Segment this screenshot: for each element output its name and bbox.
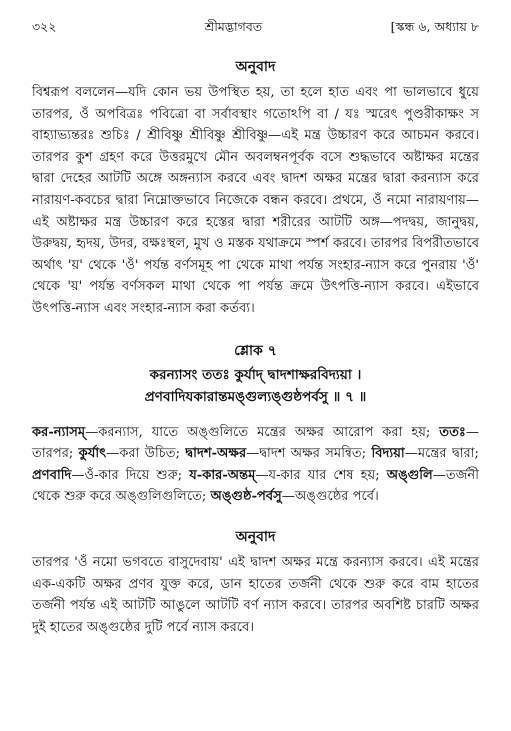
synonym-meaning: মন্ত্রের দ্বারা; <box>417 446 479 462</box>
translation-line: বসে শুদ্ধভাবে অষ্টাক্ষর মন্ত্রের দ্বারা দেহের আটটি অঙ্গে অঙ্গন্যাস করবে এবং <box>32 149 479 187</box>
running-head <box>32 18 479 36</box>
translation-heading: অনুবাদ <box>235 59 276 75</box>
verse-line-2: প্রণবাদিযকারান্তমঙ্গুল্যঙ্গুষ্ঠপর্বসু ॥ ৭ ॥ <box>144 388 367 405</box>
synonym-term: য-কার-অন্তম্ <box>189 467 256 483</box>
verse-line-1: করন্যাসং ততঃ কুর্যাদ্ দ্বাদশাক্ষরবিদ্যয়া । <box>149 366 362 383</box>
synonym-meaning: তর্জনী থেকে শুরু করে অঙ্গুলিগুলিতে; <box>32 467 479 505</box>
translation-line: বক্ষঃস্থল, মুখ ও মস্তক যথাক্রমে স্পর্শ করবে। তারপর বিপরীতভাবে অর্থাৎ <box>32 236 479 273</box>
translation-line: ধুয়ে তারপর, ওঁ অপবিত্রঃ পবিত্রো বা সর্বাবস্থাং গতোঽপি বা / যঃ স্মরেৎ <box>32 85 479 122</box>
synonym-term: অঙ্গুষ্ঠ-পর্বসু <box>210 489 282 505</box>
translation-line: এইভাবে উৎপত্তি-ন্যাস এবং সংহার-ন্যাস করা কর্তব্য। <box>32 279 479 316</box>
synonym-term: কুর্যাৎ <box>78 446 107 462</box>
synonyms-paragraph: কর-ন্যাসম্—করন্যাস, যাতে অঙ্গুলিতে মন্ত্রের অক্ষর আরোপ করা হয়; ততঃ—তারপর; কুর্যাৎ—করা উচিত; দ্বাদশ-অক্ষর—দ্বাদশ অক্ষর সমন্বিত; বিদ্যয়া—মন্ত্রের দ্বারা; প্রণবাদি—ওঁ-কার দিয়ে শুরু; য-কার-অন্তম্—য-কার যার শেষ হয়; অঙ্গুলি—তর্জনী থেকে শুরু করে অঙ্গুলিগুলিতে; অঙ্গুষ্ঠ-পর্বসু—অঙ্গুষ্ঠের পর্বে। <box>32 424 479 505</box>
verse-heading: শ্লোক ৭ <box>234 342 277 359</box>
synonym-term: প্রণবাদি <box>32 467 72 483</box>
translation-paragraph <box>32 82 479 320</box>
translation-line: বিশ্বরূপ বললেন—যদি কোন ভয় উপস্থিত হয়, তা হলে হাত এবং পা ভালভাবে <box>32 85 453 100</box>
translation-line: করে হস্তের দ্বারা শরীরের আটটি অঙ্গ—পদদ্বয়, জানুদ্বয়, উরুদ্বয়, হৃদয়, উদর, <box>32 214 479 252</box>
synonym-meaning: অঙ্গুষ্ঠের পর্বে। <box>294 489 379 505</box>
book-title: শ্রীমদ্ভাগবত <box>204 19 263 34</box>
synonym-term: বিদ্যয়া <box>371 446 405 462</box>
translation-heading-2: অনুবাদ <box>235 528 276 545</box>
synonym-meaning: য-কার যার শেষ হয়; <box>268 467 380 483</box>
section-label: [স্কন্ধ ৬, অধ্যায় ৮ <box>390 19 479 34</box>
synonym-meaning: করন্যাস, যাতে অঙ্গুলিতে মন্ত্রের অক্ষর আরোপ করা হয়; <box>98 424 431 440</box>
translation-line: পুণ্ডরীকাক্ষং স বাহ্যাভ্যন্তরঃ শুচিঃ / শ্রীবিষ্ণু শ্রীবিষ্ণু শ্রীবিষ্ণু—এই মন্ত্র উচ্চারণ <box>32 106 479 144</box>
translation-line: 'ওঁ' থেকে 'য়' পর্যন্ত বর্ণসকল মাথা থেকে পা পর্যন্ত ক্রমে উৎপত্তি-ন্যাস করবে। <box>32 257 480 295</box>
synonym-term: কর-ন্যাসম্ <box>32 424 86 440</box>
translation-line: নিজেকে বন্ধন করবে। প্রথমে, ওঁ নমো নারায়ণায়—এই অষ্টাক্ষর মন্ত্র উচ্চারণ <box>32 192 479 230</box>
translation-line: করে আচমন করবে। তারপর কুশ গ্রহণ করে উত্তরমুখে মৌন অবলম্বনপূর্বক <box>32 128 480 165</box>
translation-line: দ্বাদশ অক্ষর মন্ত্রের দ্বারা করন্যাস করে নারায়ণ-কবচের দ্বারা নিম্নোক্তভাবে <box>32 171 479 208</box>
synonym-term: দ্বাদশ-অক্ষর <box>185 446 247 462</box>
synonym-term: অঙ্গুলি <box>386 467 433 483</box>
synonym-meaning: তারপর; <box>32 446 74 462</box>
translation-paragraph-2: তারপর 'ওঁ নমো ভগবতে বাসুদেবায়' এই দ্বাদশ অক্ষর মন্ত্রে করন্যাস করবে। এই মন্ত্রের এক-একটি অক্ষর প্রণব যুক্ত করে, ডান হাতের তর্জনী থেকে শুরু করে বাম হাতের তর্জনী পর্যন্ত এই আটটি আঙুলে আটটি বর্ণ ন্যাস করবে। তারপর অবশিষ্ট চারটি অক্ষর দুই হাতের অঙ্গুষ্ঠের দুটি পর্বে ন্যাস করবে। <box>32 554 479 635</box>
synonym-meaning: দ্বাদশ অক্ষর সমন্বিত; <box>259 446 367 462</box>
translation-line: 'য়' থেকে 'ওঁ' পর্যন্ত বর্ণসমূহ পা থেকে মাথা পর্যন্ত সংহার-ন্যাস করে পুনরায় <box>67 257 457 273</box>
page-number: ৩২২ <box>32 19 57 34</box>
synonym-meaning: ওঁ-কার দিয়ে শুরু; <box>84 467 183 483</box>
synonym-meaning: করা উচিত; <box>119 446 181 462</box>
synonym-term: ততঃ <box>439 424 466 440</box>
